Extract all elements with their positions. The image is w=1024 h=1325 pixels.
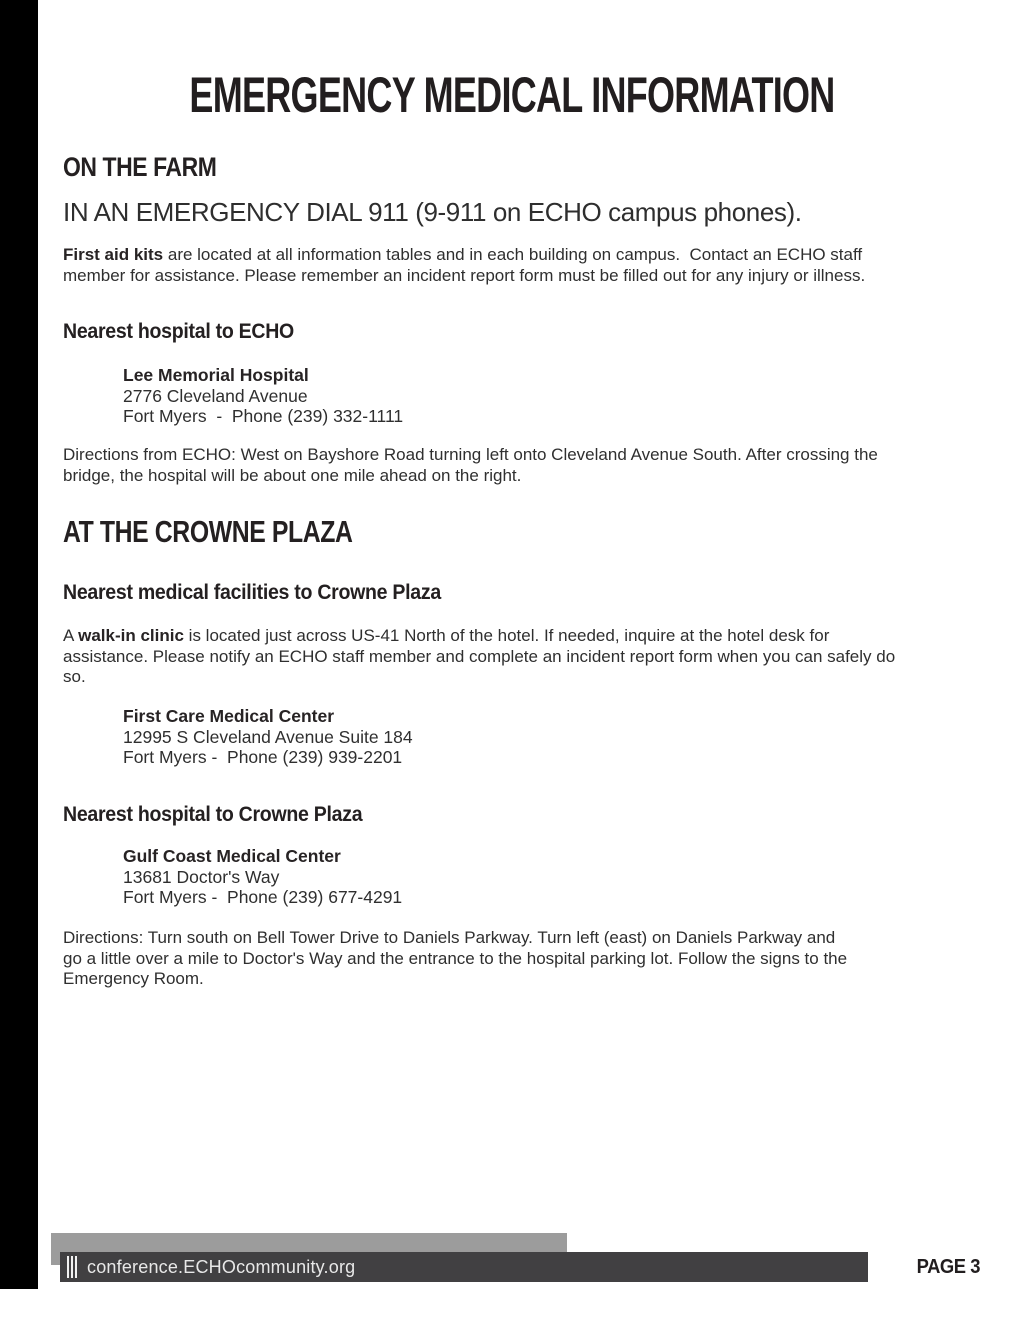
walkin-clinic-paragraph [63,626,973,688]
walkin-line2: assistance. Please notify an ECHO staff member and complete an incident report form when you can safely do [63,646,896,666]
directions-crowne-paragraph [63,928,973,990]
hospital-name: Lee Memorial Hospital [123,365,309,385]
emergency-dial-line: IN AN EMERGENCY DIAL 911 (9-911 on ECHO campus phones). [63,197,802,227]
echo-triple-bar-icon [67,1256,77,1278]
footer-bar [60,1252,868,1282]
walkin-pre: A [63,626,79,645]
subheading-medical-facilities-crowne: Nearest medical facilities to Crowne Plaza [63,581,441,604]
directions-echo-paragraph [63,445,973,486]
subheading-nearest-hospital-crowne: Nearest hospital to Crowne Plaza [63,803,363,826]
section-heading-crowne-plaza: AT THE CROWNE PLAZA [63,514,353,549]
section-heading-on-the-farm: ON THE FARM [63,152,217,182]
walkin-line1: is located just across US-41 North of the hotel. If needed, inquire at the hotel desk for [183,626,830,645]
first-aid-line1: are located at all information tables and in each building on campus. Contact an ECHO staff [163,245,863,264]
first-aid-lead: First aid kits [63,245,164,264]
first-aid-paragraph [63,245,973,286]
clinic-street: 12995 S Cleveland Avenue Suite 184 [123,726,413,747]
hospital-street: 2776 Cleveland Avenue [123,385,308,406]
directions-crowne-line1: Directions: Turn south on Bell Tower Drive to Daniels Parkway. Turn left (east) on Daniels Parkway and [63,928,836,947]
footer-site-url: conference.ECHOcommunity.org [87,1257,356,1277]
clinic-name: First Care Medical Center [123,706,335,726]
address-gulf-coast [123,846,402,908]
subheading-nearest-hospital-echo: Nearest hospital to ECHO [63,320,294,343]
page-title: EMERGENCY MEDICAL INFORMATION [189,67,835,123]
directions-echo-line1: Directions from ECHO: West on Bayshore Road turning left onto Cleveland Avenue South. After crossing the [63,445,878,464]
address-lee-memorial [123,365,403,427]
directions-crowne-line3: Emergency Room. [63,969,204,988]
hospital2-city-phone: Fort Myers - Phone (239) 677-4291 [123,887,403,907]
walkin-lead: walk-in clinic [78,626,184,645]
page-number-label: PAGE 3 [916,1256,980,1278]
directions-echo-line2: bridge, the hospital will be about one mile ahead on the right. [63,465,522,485]
hospital2-street: 13681 Doctor's Way [123,866,280,887]
directions-crowne-line2: go a little over a mile to Doctor's Way and the entrance to the hospital parking lot. Follow the signs to the [63,948,848,968]
walkin-line3: so. [63,667,86,686]
address-first-care [123,706,413,768]
hospital-city-phone: Fort Myers - Phone (239) 332-1111 [123,406,404,426]
clinic-city-phone: Fort Myers - Phone (239) 939-2201 [123,747,403,767]
first-aid-line2: member for assistance. Please remember an incident report form must be filled out for any injury or illness. [63,265,866,285]
hospital2-name: Gulf Coast Medical Center [123,846,341,866]
scan-edge-bar [0,0,38,1289]
